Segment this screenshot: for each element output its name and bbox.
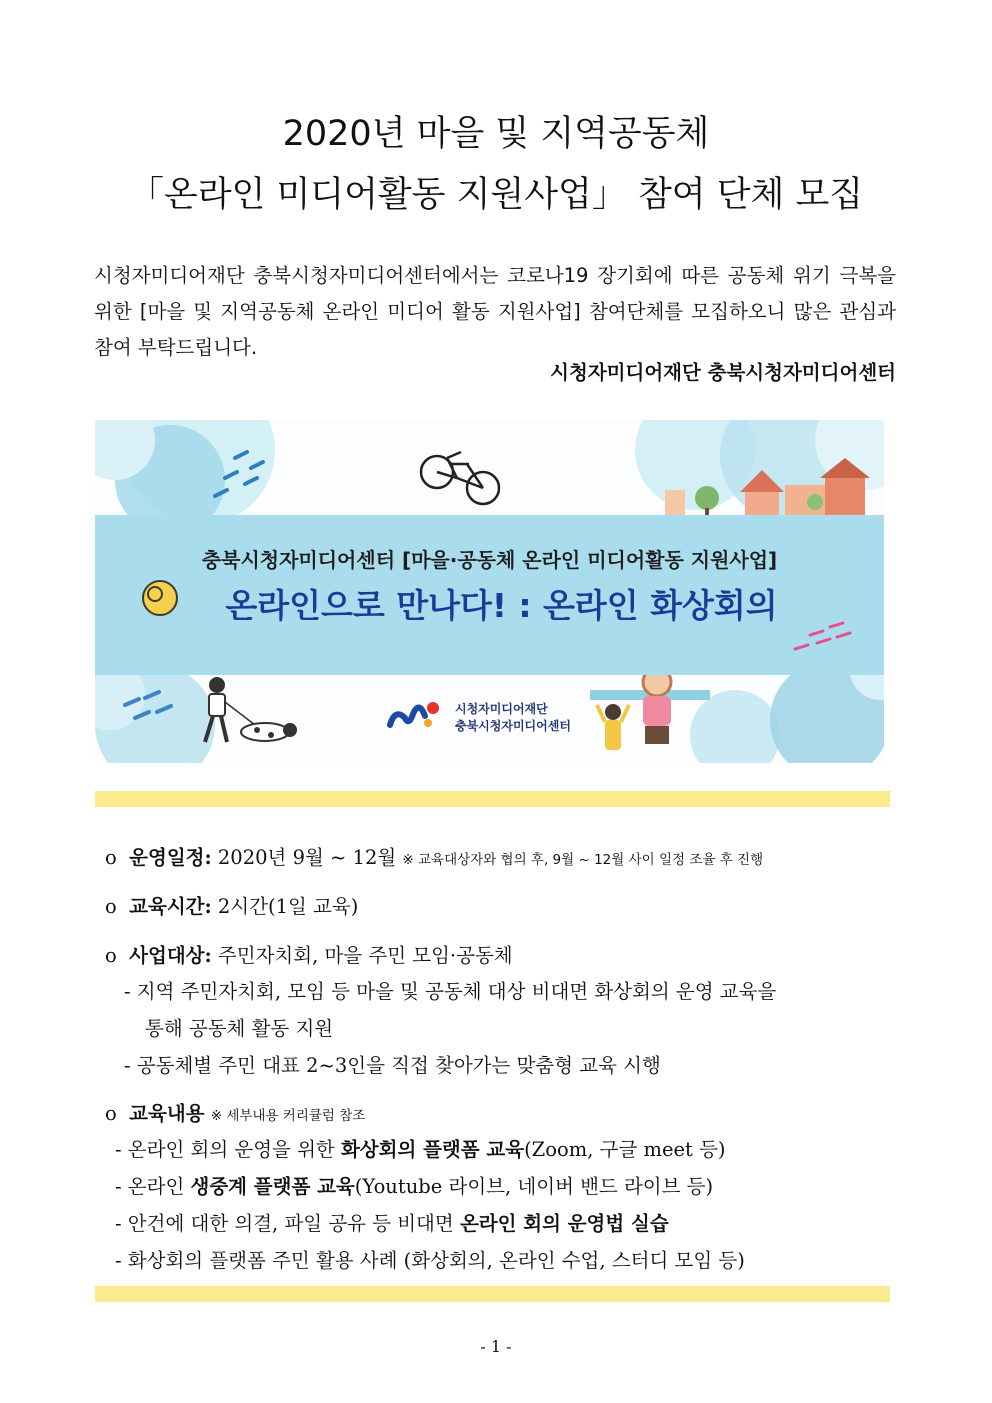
time-value: 2시간(1일 교육)	[211, 895, 359, 918]
page-title-line2: 「온라인 미디어활동 지원사업」 참여 단체 모집	[128, 175, 864, 215]
banner-image	[95, 420, 884, 763]
content-item-3	[115, 1208, 669, 1236]
bicycle-icon	[421, 452, 499, 504]
content-item-1-bold: 화상회의 플랫폼 교육	[340, 1138, 525, 1161]
yellow-divider-top	[95, 791, 890, 807]
intro-paragraph: 시청자미디어재단 충북시청자미디어센터에서는 코로나19 장기회에 따른 공동체 위기 극복을 위한 [마을 및 지역공동체 온라인 미디어 활동 지원사업] 참여단체를 모집하오니 많은 관심과 참여 부탁드립니다.	[94, 264, 896, 359]
content-item-3-bold: 온라인 회의 운영법 실습	[459, 1212, 669, 1235]
bullet: o	[105, 846, 117, 869]
bullet: o	[105, 1102, 117, 1125]
target-sub1b: 통해 공동체 활동 지원	[145, 1017, 334, 1040]
target-value: 주민자치회, 마을 주민 모임·공동체	[211, 944, 513, 967]
cmc-logo-icon	[390, 702, 439, 727]
content-item-1-text: - 온라인 회의 운영을 위한	[115, 1138, 341, 1161]
logo-text-center: 충북시청자미디어센터	[455, 719, 571, 733]
content-item-2	[115, 1171, 713, 1199]
banner-subtitle: 충북시청자미디어센터 [마을·공동체 온라인 미디어활동 지원사업]	[201, 548, 778, 572]
banner-main-title: 온라인으로 만나다! : 온라인 화상회의	[225, 586, 778, 625]
bullet: o	[105, 944, 117, 967]
content-item-2-text: - 온라인	[115, 1175, 191, 1198]
content-item-2-bold: 생중계 플랫폼 교육	[190, 1175, 355, 1198]
time-label: 교육시간:	[129, 895, 212, 918]
content-item-3-text: - 안건에 대한 의결, 파일 공유 등 비대면	[115, 1212, 460, 1235]
schedule-label: 운영일정:	[129, 846, 212, 869]
page-title-line1: 2020년 마을 및 지역공동체	[282, 114, 710, 154]
organization-name: 시청자미디어재단 충북시청자미디어센터	[550, 361, 896, 384]
schedule-value: 2020년 9월 ~ 12월	[211, 846, 403, 869]
page-number: - 1 -	[480, 1337, 512, 1356]
target-label: 사업대상:	[129, 944, 212, 967]
target-sub2: - 공동체별 주민 대표 2~3인을 직접 찾아가는 맞춤형 교육 시행	[124, 1054, 661, 1077]
content-heading	[105, 1098, 365, 1126]
bullet: o	[105, 895, 117, 918]
schedule-note: ※ 교육대상자와 협의 후, 9월 ~ 12월 사이 일정 조율 후 진행	[402, 852, 764, 868]
content-item-1	[115, 1134, 726, 1162]
content-item-4: - 화상회의 플랫폼 주민 활용 사례 (화상회의, 온라인 수업, 스터디 모임 등)	[115, 1249, 745, 1272]
content-item-2-tail: (Youtube 라이브, 네이버 밴드 라이브 등)	[354, 1175, 714, 1198]
time-line	[105, 891, 358, 919]
content-note: ※ 세부내용 커리큘럼 참조	[210, 1108, 366, 1124]
content-label: 교육내용	[129, 1102, 205, 1125]
target-sub1a: - 지역 주민자치회, 모임 등 마을 및 공동체 대상 비대면 화상회의 운영 교육을	[124, 980, 777, 1003]
content-item-1-tail: (Zoom, 구글 meet 등)	[524, 1138, 726, 1161]
target-line	[105, 940, 513, 968]
logo-text-foundation: 시청자미디어재단	[455, 702, 548, 716]
schedule-line	[105, 842, 763, 870]
yellow-divider-bottom	[95, 1286, 890, 1302]
person-walking-dog-illustration	[205, 677, 297, 742]
